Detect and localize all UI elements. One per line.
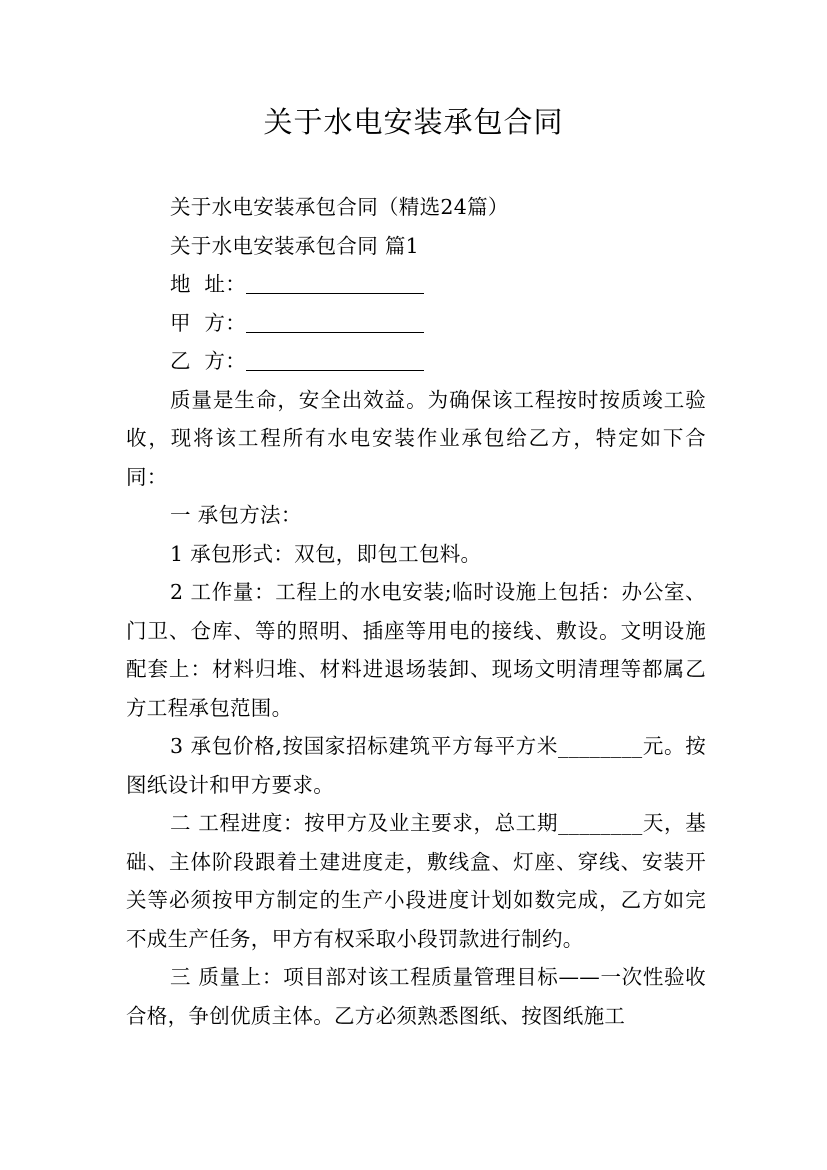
document-title: 关于水电安装承包合同 [263,105,564,139]
section-3-paragraph: 三 质量上：项目部对该工程质量管理目标——一次性验收合格，争创优质主体。乙方必须熟悉图纸、按图纸施工 [126,965,706,1028]
section-1-heading: 一 承包方法： [170,503,302,527]
subtitle: 关于水电安装承包合同（精选24篇） [170,195,509,219]
party-b-label: 乙 方： [170,349,247,373]
document-body [126,188,706,1035]
address-field [126,265,706,304]
party-a-blank [246,310,424,333]
intro-paragraph: 质量是生命，安全出效益。为确保该工程按时按质竣工验收，现将该工程所有水电安装作业承包给乙方，特定如下合同： [126,387,706,489]
section-1-item-2: 2 工作量：工程上的水电安装;临时设施上包括：办公室、门卫、仓库、等的照明、插座等用电的接线、敷设。文明设施配套上：材料归堆、材料进退场装卸、现场文明清理等都属乙方工程承包范围。 [126,580,706,720]
section-heading: 关于水电安装承包合同 篇1 [170,233,419,258]
party-b-field [126,342,706,381]
address-label: 地 址： [170,272,247,296]
section-1-item-3: 3 承包价格,按国家招标建筑平方每平方米________元。按图纸设计和甲方要求。 [126,734,706,797]
party-a-label: 甲 方： [170,310,247,335]
address-blank [246,271,424,294]
section-2-paragraph: 二 工程进度：按甲方及业主要求，总工期________天，基础、主体阶段跟着土建进度走，敷线盒、灯座、穿线、安装开关等必须按甲方制定的生产小段进度计划如数完成，乙方如完不成生产任务，甲方有权采取小段罚款进行制约。 [126,811,706,951]
section-1-item-1: 1 承包形式：双包，即包工包料。 [170,541,482,566]
party-a-field [126,304,706,343]
party-b-blank [246,348,424,371]
